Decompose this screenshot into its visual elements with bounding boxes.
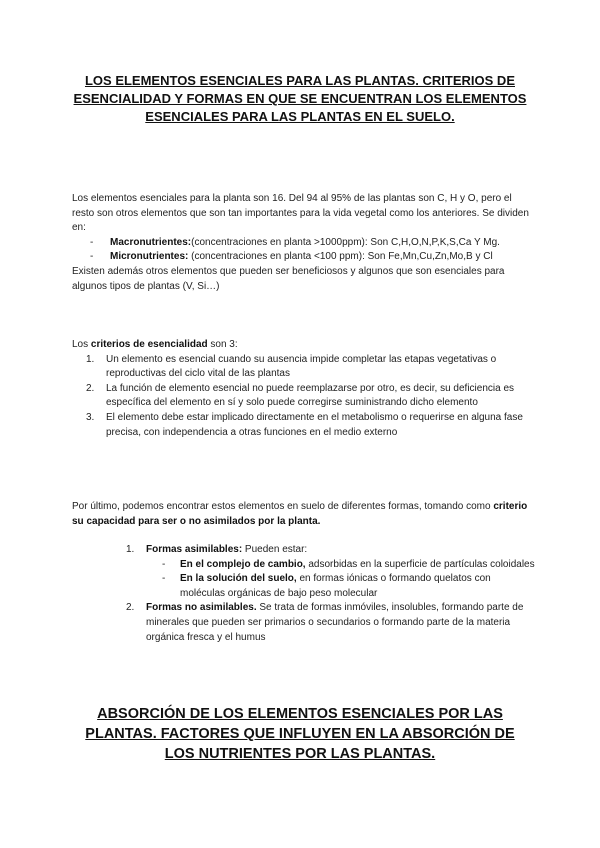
forms-list [126, 543, 536, 645]
list-item [86, 411, 532, 440]
criterion-text: El elemento debe estar implicado directamente en el metabolismo o requerirse en alguna fase precisa, con independencia a otras funciones en el medio externo [106, 411, 523, 438]
beneficial-paragraph: Existen además otros elementos que pueden ser beneficiosos y algunos que son esenciales para algunos tipos de plantas (V, Si…) [72, 265, 505, 292]
micronutrients-text: (concentraciones en planta <100 ppm): Son Fe,Mn,Cu,Zn,Mo,B y Cl [188, 251, 493, 263]
macronutrients-label: Macronutrientes: [110, 236, 192, 248]
assimilable-label: Formas asimilables: [146, 544, 243, 555]
list-item [86, 382, 532, 411]
list-item [126, 601, 536, 645]
criteria-intro [72, 338, 532, 353]
item-number: 2. [126, 602, 135, 614]
forms-intro-pre: Por último, podemos encontrar estos elementos en suelo de diferentes formas, tomando como [72, 501, 494, 512]
list-item [126, 543, 536, 558]
forms-intro-block [72, 500, 532, 529]
assimilable-text: Pueden estar: [242, 544, 308, 555]
section-title-1: LOS ELEMENTOS ESENCIALES PARA LAS PLANTAS. CRITERIOS DE ESENCIALIDAD Y FORMAS EN QUE SE ENCUENTRAN LOS ELEMENTOS ESENCIALES PARA LAS PLANTAS EN EL SUELO. [73, 73, 527, 124]
list-item [162, 558, 536, 573]
macronutrients-text: (concentraciones en planta >1000ppm): Son C,H,O,N,P,K,S,Ca Y Mg. [191, 236, 500, 248]
item-number: 1. [86, 353, 95, 365]
list-item [90, 236, 532, 251]
exchange-complex-label: En el complejo de cambio, [180, 558, 306, 570]
non-assimilable-text: Se trata de formas inmóviles, insolubles, formando parte de minerales que pueden ser primarios o secundarios o formando parte de la materia orgánica fresca y el humus [146, 602, 524, 643]
dash-marker: - [162, 573, 166, 585]
forms-intro-bold: criterio su capacidad para ser o no asimilados por la planta. [72, 501, 528, 527]
section-title-2: ABSORCIÓN DE LOS ELEMENTOS ESENCIALES POR LAS PLANTAS. FACTORES QUE INFLUYEN EN LA ABSORCIÓN DE LOS NUTRIENTES POR LAS PLANTAS. [85, 706, 515, 762]
criteria-intro-bold: criterios de esencialidad [90, 339, 208, 350]
intro-block [72, 192, 532, 294]
criterion-text: Un elemento es esencial cuando su ausencia impide completar las etapas vegetativas o reproductivas del ciclo vital de las plantas [106, 353, 497, 380]
list-item [86, 353, 532, 382]
dash-marker: - [90, 251, 94, 263]
criteria-intro-post: son 3: [207, 339, 238, 350]
criterion-text: La función de elemento esencial no puede reemplazarse por otro, es decir, su deficiencia es específica del elemento en sí y solo puede corregirse suministrando dicho elemento [106, 382, 515, 409]
item-number: 2. [86, 382, 95, 394]
criteria-block [72, 338, 532, 440]
soil-solution-label: En la solución del suelo, [180, 573, 297, 585]
exchange-complex-text: adsorbidas en la superficie de partículas coloidales [305, 558, 535, 570]
intro-paragraph: Los elementos esenciales para la planta son 16. Del 94 al 95% de las plantas son C, H y O, pero el resto son otros elementos que son tan importantes para la vida vegetal como los anteriores. Se dividen en: [72, 193, 529, 234]
dash-marker: - [162, 558, 166, 570]
forms-intro [72, 500, 532, 529]
item-number: 1. [126, 544, 135, 555]
list-item [90, 250, 532, 265]
item-number: 3. [86, 411, 95, 423]
micronutrients-label: Micronutrientes: [110, 251, 189, 263]
criteria-intro-pre: Los [72, 339, 91, 350]
list-item [162, 572, 536, 601]
dash-marker: - [90, 236, 94, 248]
non-assimilable-label: Formas no asimilables. [146, 602, 257, 614]
soil-solution-text: en formas iónicas o formando quelatos con moléculas orgánicas de bajo peso molecular [180, 573, 491, 599]
